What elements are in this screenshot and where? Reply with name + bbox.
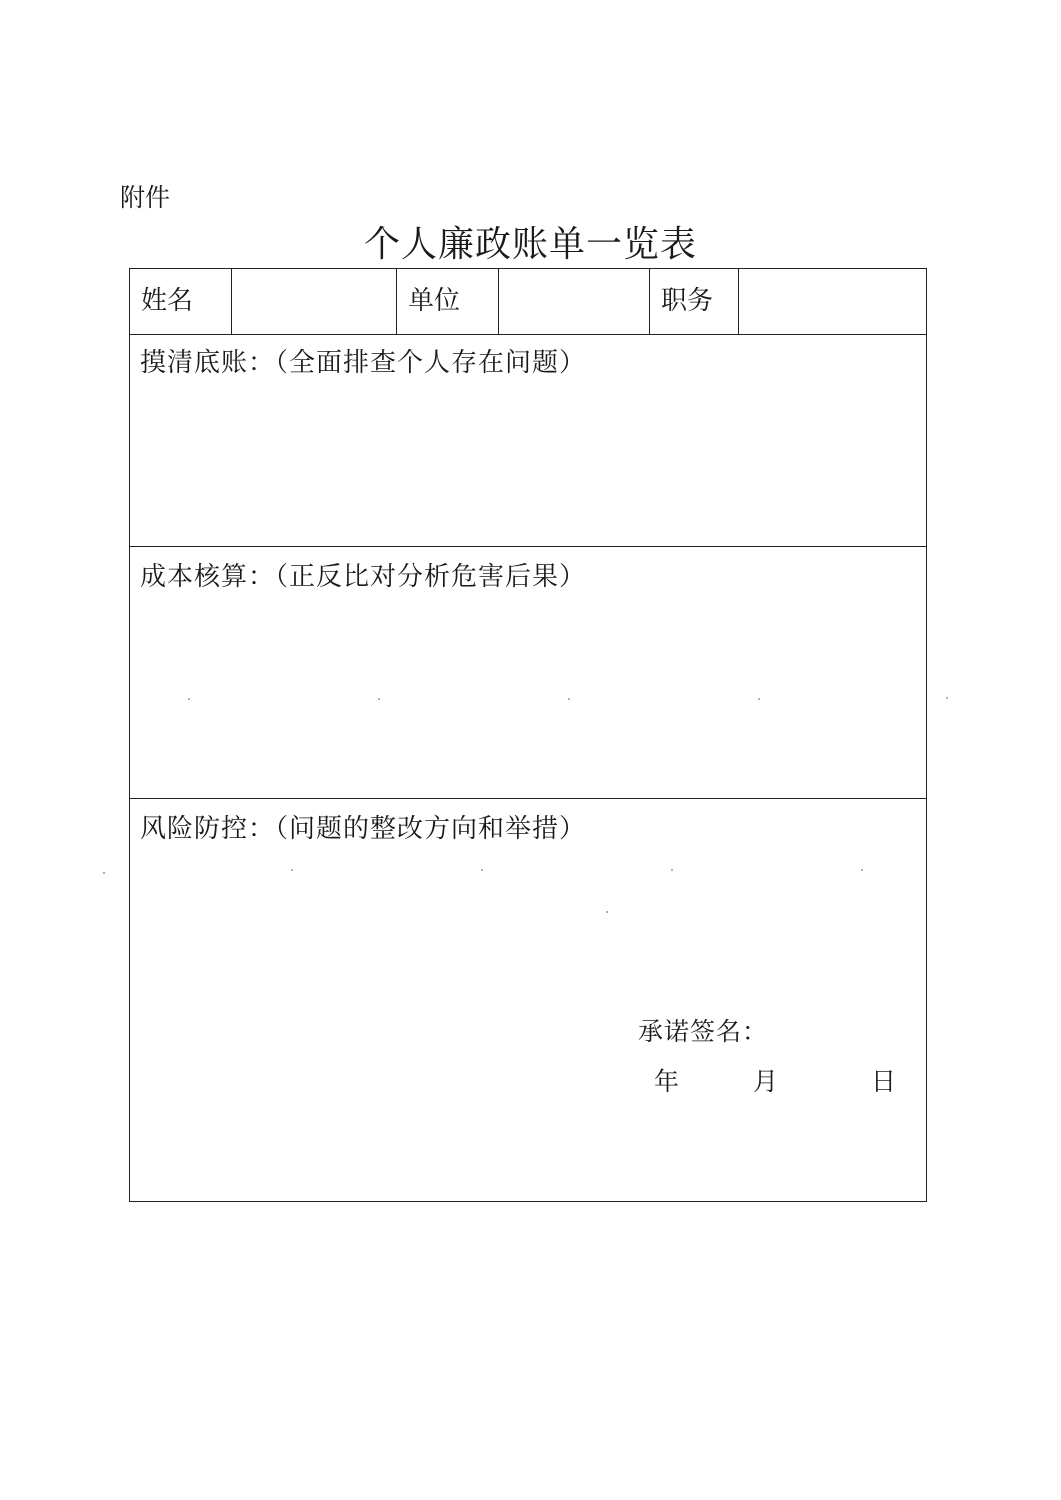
position-label-cell — [650, 269, 739, 334]
name-label: 姓名 — [141, 286, 194, 316]
scan-speck — [606, 911, 608, 913]
scan-speck — [291, 869, 293, 871]
name-label-cell — [130, 269, 232, 334]
cost-section[interactable] — [130, 547, 926, 799]
audit-section[interactable] — [130, 333, 926, 547]
cost-section-heading: 成本核算：（正反比对分析危害后果） — [140, 562, 587, 592]
scan-speck — [568, 698, 570, 700]
scan-speck — [861, 869, 863, 871]
name-field[interactable] — [232, 269, 397, 334]
unit-label-cell — [397, 269, 499, 334]
risk-section[interactable] — [130, 799, 926, 1199]
attachment-label: 附件 — [120, 183, 171, 212]
scan-speck — [378, 698, 380, 700]
scan-speck — [481, 869, 483, 871]
position-field[interactable] — [739, 269, 925, 334]
info-row — [130, 269, 926, 335]
document-title: 个人廉政账单一览表 — [363, 224, 697, 265]
scan-speck — [103, 872, 105, 874]
day-label: 日 — [871, 1067, 897, 1096]
ledger-form-table — [129, 268, 927, 1202]
position-label: 职务 — [661, 286, 714, 316]
scan-speck — [188, 698, 190, 700]
audit-section-heading: 摸清底账：（全面排查个人存在问题） — [140, 348, 587, 378]
year-label: 年 — [654, 1067, 680, 1096]
unit-field[interactable] — [499, 269, 650, 334]
unit-label: 单位 — [408, 286, 461, 316]
risk-section-heading: 风险防控：（问题的整改方向和举措） — [140, 814, 587, 844]
scan-speck — [946, 697, 948, 699]
month-label: 月 — [753, 1067, 779, 1096]
scan-speck — [671, 869, 673, 871]
signature-label: 承诺签名： — [638, 1017, 769, 1046]
scan-speck — [758, 698, 760, 700]
